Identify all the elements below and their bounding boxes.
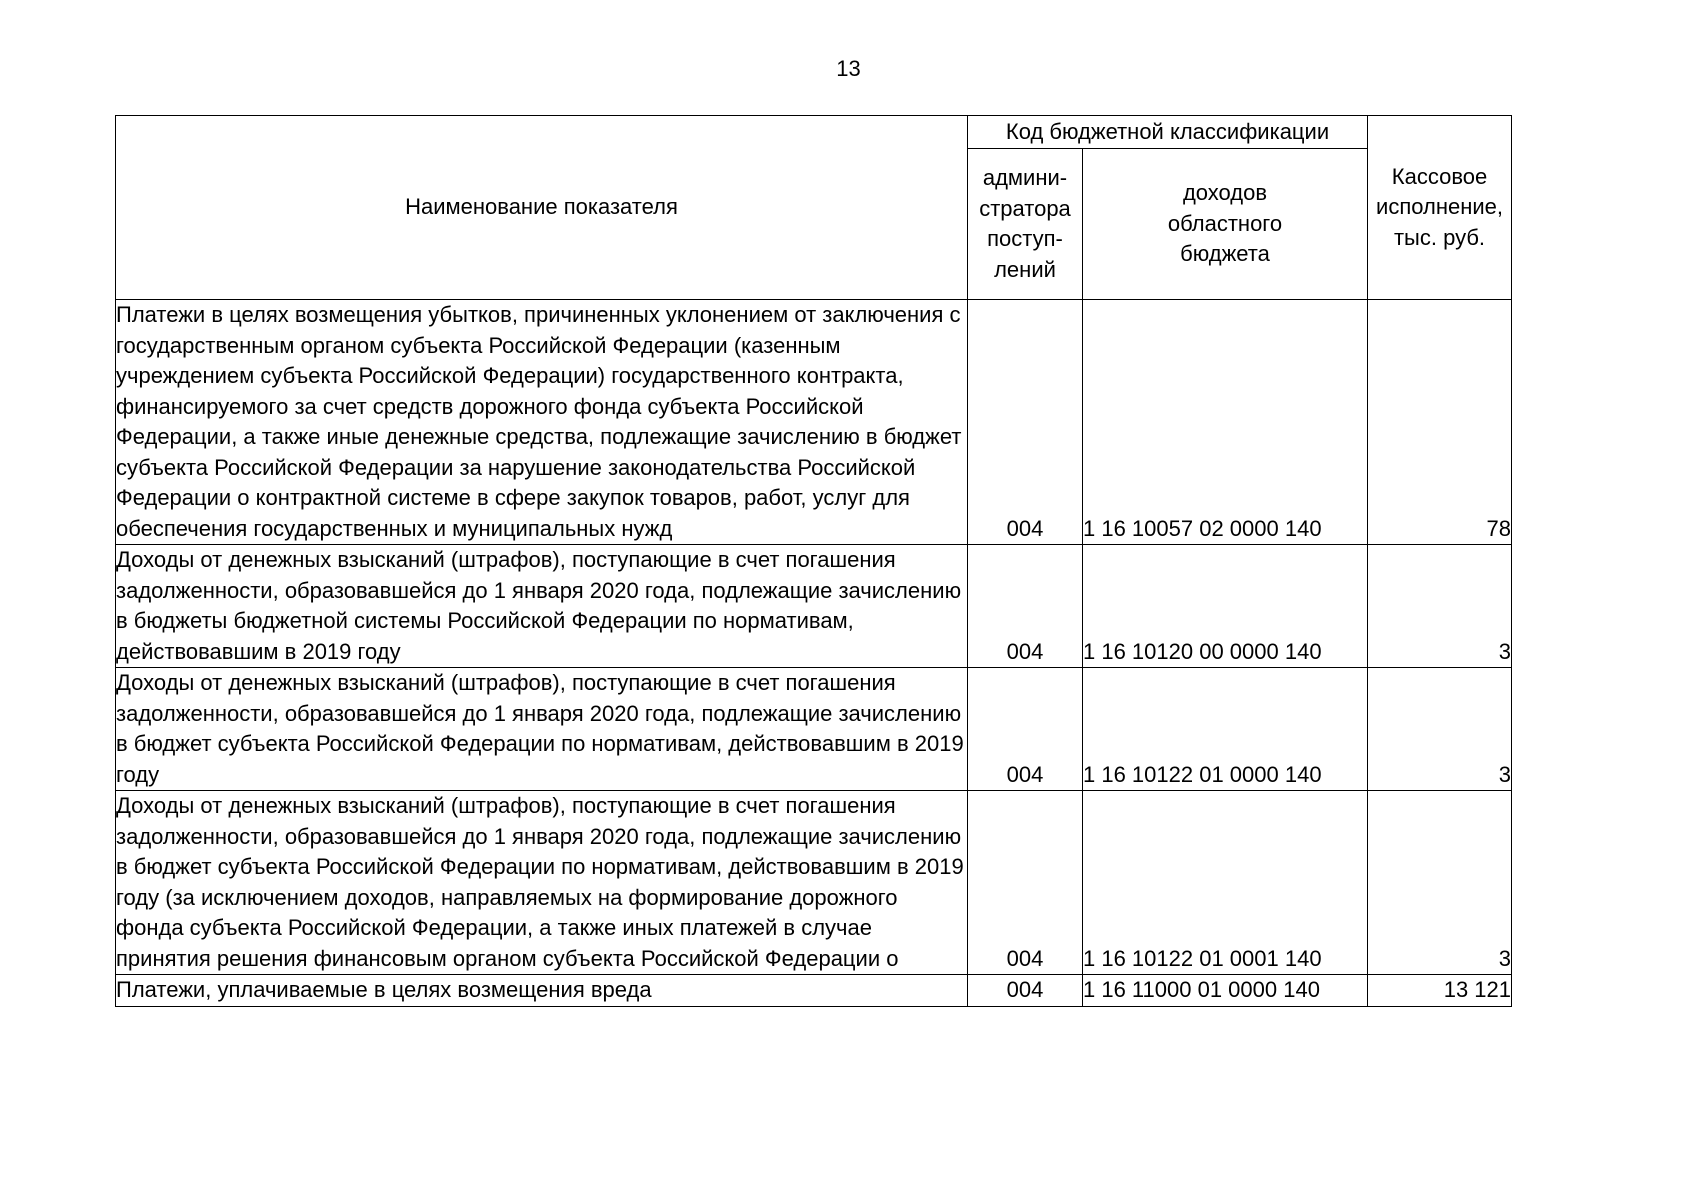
row-amount-cell: 78 <box>1368 300 1512 545</box>
table-row <box>116 545 1512 668</box>
column-header-admin-text: админи- стратора поступ- лений <box>979 165 1071 282</box>
column-header-income <box>1083 149 1368 300</box>
row-code-cell: 1 16 10122 01 0001 140 <box>1083 791 1368 975</box>
row-amount-cell: 13 121 <box>1368 975 1512 1007</box>
column-header-amount-text: Кассовое исполнение, тыс. руб. <box>1376 163 1503 250</box>
row-name-cell: Доходы от денежных взысканий (штрафов), поступающие в счет погашения задолженности, образовавшейся до 1 января 2020 года, подлежащие зачислению в бюджет субъекта Российской Федерации по нормативам, действовавшим в 2019 году (за исключением доходов, направляемых на формирование дорожного фонда субъекта Российской Федерации, а также иных платежей в случае принятия решения финансовым органом субъекта Российской Федерации о <box>116 791 968 975</box>
table-header-row <box>116 116 1512 149</box>
row-code-cell: 1 16 10120 00 0000 140 <box>1083 545 1368 668</box>
row-admin-cell: 004 <box>968 300 1083 545</box>
row-name-cell: Доходы от денежных взысканий (штрафов), поступающие в счет погашения задолженности, образовавшейся до 1 января 2020 года, подлежащие зачислению в бюджеты бюджетной системы Российской Федерации по нормативам, действовавшим в 2019 году <box>116 545 968 668</box>
column-header-amount <box>1368 116 1512 300</box>
row-admin-cell: 004 <box>968 545 1083 668</box>
column-header-name: Наименование показателя <box>116 116 968 300</box>
row-amount-cell: 3 <box>1368 668 1512 791</box>
row-amount-cell: 3 <box>1368 791 1512 975</box>
table-row <box>116 668 1512 791</box>
row-amount-cell: 3 <box>1368 545 1512 668</box>
row-name-cell: Платежи, уплачиваемые в целях возмещения вреда <box>116 975 968 1007</box>
row-admin-cell: 004 <box>968 791 1083 975</box>
column-header-classification-code: Код бюджетной классификации <box>968 116 1368 149</box>
table-row <box>116 791 1512 975</box>
row-code-cell: 1 16 10057 02 0000 140 <box>1083 300 1368 545</box>
column-header-income-text: доходов областного бюджета <box>1167 180 1283 267</box>
column-header-admin <box>968 149 1083 300</box>
table-row <box>116 300 1512 545</box>
page-number: 13 <box>836 56 861 81</box>
row-code-cell: 1 16 11000 01 0000 140 <box>1083 975 1368 1007</box>
row-name-cell: Доходы от денежных взысканий (штрафов), поступающие в счет погашения задолженности, образовавшейся до 1 января 2020 года, подлежащие зачислению в бюджет субъекта Российской Федерации по нормативам, действовавшим в 2019 году <box>116 668 968 791</box>
budget-revenue-table <box>115 115 1512 1007</box>
row-name-cell: Платежи в целях возмещения убытков, причиненных уклонением от заключения с государственным органом субъекта Российской Федерации (казенным учреждением субъекта Российской Федерации) государственного контракта, финансируемого за счет средств дорожного фонда субъекта Российской Федерации, а также иные денежные средства, подлежащие зачислению в бюджет субъекта Российской Федерации за нарушение законодательства Российской Федерации о контрактной системе в сфере закупок товаров, работ, услуг для обеспечения государственных и муниципальных нужд <box>116 300 968 545</box>
row-code-cell: 1 16 10122 01 0000 140 <box>1083 668 1368 791</box>
table-row <box>116 975 1512 1007</box>
row-admin-cell: 004 <box>968 975 1083 1007</box>
row-admin-cell: 004 <box>968 668 1083 791</box>
